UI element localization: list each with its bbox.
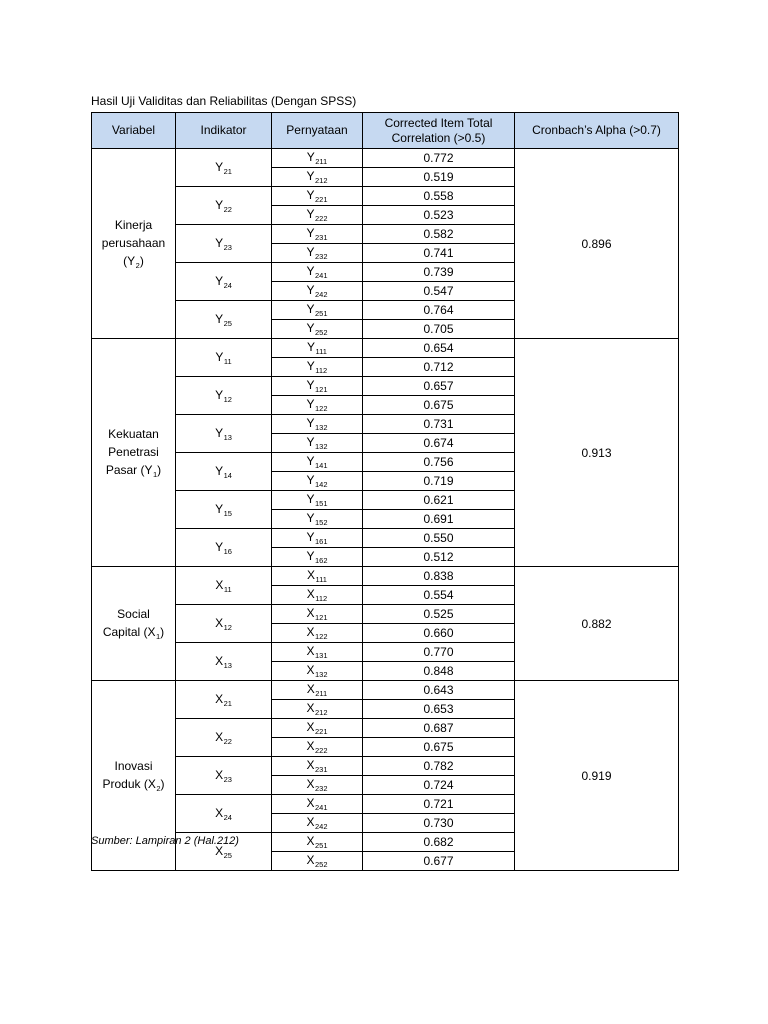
pernyataan-cell (272, 643, 363, 662)
pernyataan-label-subscript: 231 (315, 765, 328, 774)
pernyataan-cell (272, 434, 363, 453)
pernyataan-label-base: X (306, 606, 315, 620)
indikator-label-base: Y (215, 197, 224, 212)
correlation-cell: 0.687 (363, 719, 515, 738)
correlation-cell: 0.719 (363, 472, 515, 491)
header-indikator: Indikator (176, 113, 272, 149)
pernyataan-label-base: X (306, 587, 315, 601)
correlation-cell: 0.730 (363, 814, 515, 833)
pernyataan-cell (272, 529, 363, 548)
correlation-cell: 0.739 (363, 263, 515, 282)
pernyataan-label-subscript: 241 (315, 803, 328, 812)
table-row (92, 149, 679, 168)
variabel-text: Capital (X (102, 624, 156, 639)
pernyataan-label-subscript: 161 (315, 537, 328, 546)
correlation-cell: 0.705 (363, 320, 515, 339)
pernyataan-cell (272, 187, 363, 206)
pernyataan-cell (272, 320, 363, 339)
table-row (92, 339, 679, 358)
correlation-cell: 0.643 (363, 681, 515, 700)
correlation-cell: 0.741 (363, 244, 515, 263)
indikator-cell (176, 377, 272, 415)
correlation-cell: 0.654 (363, 339, 515, 358)
variabel-line (95, 216, 172, 234)
pernyataan-label-subscript: 251 (315, 841, 328, 850)
variabel-cell (92, 567, 176, 681)
pernyataan-label-base: X (306, 796, 315, 810)
indikator-cell (176, 415, 272, 453)
indikator-label-base: X (215, 729, 224, 744)
pernyataan-label-subscript: 152 (315, 518, 328, 527)
pernyataan-label-base: X (306, 739, 315, 753)
pernyataan-label-base: Y (306, 150, 315, 164)
indikator-cell (176, 263, 272, 301)
indikator-label-subscript: 13 (223, 432, 232, 442)
validity-reliability-table (91, 112, 679, 871)
variabel-text: Kekuatan (108, 426, 159, 441)
correlation-cell: 0.582 (363, 225, 515, 244)
pernyataan-label-base: Y (306, 207, 315, 221)
correlation-cell: 0.712 (363, 358, 515, 377)
pernyataan-cell (272, 700, 363, 719)
pernyataan-label-subscript: 211 (315, 689, 328, 698)
indikator-cell (176, 225, 272, 263)
indikator-label-subscript: 15 (223, 508, 232, 518)
pernyataan-label-subscript: 112 (315, 594, 328, 603)
indikator-label-base: Y (215, 463, 224, 478)
variabel-text-tail: ) (160, 624, 165, 639)
pernyataan-label-subscript: 212 (315, 708, 328, 717)
indikator-cell (176, 491, 272, 529)
pernyataan-label-base: Y (306, 511, 315, 525)
pernyataan-cell (272, 225, 363, 244)
variabel-text: Kinerja (114, 217, 153, 232)
indikator-label-base: X (215, 615, 224, 630)
indikator-label-base: X (215, 653, 224, 668)
pernyataan-cell (272, 263, 363, 282)
indikator-cell (176, 339, 272, 377)
variabel-line (95, 425, 172, 443)
variabel-subscript: 1 (153, 469, 158, 479)
correlation-cell: 0.512 (363, 548, 515, 567)
indikator-cell (176, 301, 272, 339)
indikator-label-base: X (215, 767, 224, 782)
indikator-cell (176, 453, 272, 491)
pernyataan-cell (272, 244, 363, 263)
pernyataan-label-base: Y (306, 473, 315, 487)
indikator-label-base: Y (215, 539, 224, 554)
variabel-line (95, 775, 172, 795)
pernyataan-label-base: X (306, 834, 315, 848)
indikator-label-subscript: 25 (223, 850, 232, 860)
indikator-label-base: Y (215, 349, 224, 364)
indikator-cell (176, 187, 272, 225)
pernyataan-label-base: X (306, 815, 315, 829)
pernyataan-cell (272, 415, 363, 434)
table-header (92, 113, 679, 149)
pernyataan-label-base: Y (306, 359, 315, 373)
correlation-cell: 0.550 (363, 529, 515, 548)
correlation-cell: 0.772 (363, 149, 515, 168)
pernyataan-label-subscript: 151 (315, 499, 328, 508)
indikator-label-subscript: 25 (223, 318, 232, 328)
pernyataan-cell (272, 168, 363, 187)
pernyataan-label-base: Y (306, 454, 315, 468)
correlation-cell: 0.558 (363, 187, 515, 206)
indikator-label-base: X (215, 577, 224, 592)
correlation-cell: 0.675 (363, 738, 515, 757)
pernyataan-label-subscript: 241 (315, 271, 328, 280)
table-row (92, 567, 679, 586)
table-row (92, 681, 679, 700)
variabel-text-tail: ) (157, 462, 162, 477)
variabel-line (95, 623, 172, 643)
pernyataan-label-base: Y (306, 321, 315, 335)
variabel-cell (92, 339, 176, 567)
pernyataan-label-subscript: 141 (315, 461, 328, 470)
indikator-label-base: Y (215, 159, 224, 174)
indikator-cell (176, 529, 272, 567)
indikator-label-subscript: 22 (223, 204, 232, 214)
pernyataan-label-subscript: 232 (315, 252, 328, 261)
indikator-label-subscript: 21 (223, 166, 232, 176)
pernyataan-label-base: Y (306, 264, 315, 278)
indikator-label-subscript: 23 (223, 242, 232, 252)
pernyataan-cell (272, 567, 363, 586)
cronbach-alpha-cell: 0.882 (515, 567, 679, 681)
pernyataan-cell (272, 776, 363, 795)
indikator-label-subscript: 12 (223, 394, 232, 404)
pernyataan-label-base: X (306, 625, 315, 639)
indikator-cell (176, 681, 272, 719)
indikator-label-subscript: 12 (223, 622, 232, 632)
indikator-cell (176, 719, 272, 757)
pernyataan-cell (272, 738, 363, 757)
pernyataan-label-subscript: 122 (315, 632, 328, 641)
pernyataan-label-base: Y (306, 302, 315, 316)
pernyataan-cell (272, 814, 363, 833)
pernyataan-label-subscript: 121 (315, 613, 328, 622)
pernyataan-cell (272, 681, 363, 700)
pernyataan-cell (272, 586, 363, 605)
indikator-label-subscript: 14 (223, 470, 232, 480)
pernyataan-cell (272, 852, 363, 871)
pernyataan-label-subscript: 242 (315, 290, 328, 299)
pernyataan-label-base: X (306, 720, 315, 734)
correlation-cell: 0.838 (363, 567, 515, 586)
pernyataan-label-subscript: 112 (315, 366, 328, 375)
cronbach-alpha-cell: 0.896 (515, 149, 679, 339)
indikator-label-subscript: 11 (223, 356, 232, 366)
pernyataan-label-subscript: 212 (315, 176, 328, 185)
correlation-cell: 0.682 (363, 833, 515, 852)
pernyataan-label-base: Y (306, 188, 315, 202)
pernyataan-label-subscript: 142 (315, 480, 328, 489)
indikator-label-base: Y (215, 501, 224, 516)
indikator-cell (176, 149, 272, 187)
pernyataan-label-base: X (306, 777, 315, 791)
header-pernyataan: Pernyataan (272, 113, 363, 149)
header-variabel: Variabel (92, 113, 176, 149)
pernyataan-label-subscript: 132 (315, 442, 328, 451)
correlation-cell: 0.675 (363, 396, 515, 415)
correlation-cell: 0.764 (363, 301, 515, 320)
pernyataan-label-base: Y (306, 549, 315, 563)
document-title: Hasil Uji Validitas dan Reliabilitas (Dengan SPSS) (91, 94, 357, 108)
variabel-line (95, 443, 172, 461)
pernyataan-label-subscript: 222 (315, 214, 328, 223)
indikator-label-base: X (215, 691, 224, 706)
pernyataan-label-subscript: 242 (315, 822, 328, 831)
variabel-line (95, 234, 172, 252)
pernyataan-label-base: Y (306, 397, 315, 411)
variabel-text: Social (117, 606, 150, 621)
pernyataan-cell (272, 396, 363, 415)
correlation-cell: 0.677 (363, 852, 515, 871)
correlation-cell: 0.519 (363, 168, 515, 187)
pernyataan-label-base: Y (306, 245, 315, 259)
indikator-label-subscript: 21 (223, 698, 232, 708)
pernyataan-cell (272, 301, 363, 320)
pernyataan-label-base: X (306, 663, 315, 677)
pernyataan-label-subscript: 222 (315, 746, 328, 755)
variabel-text: Penetrasi (108, 444, 159, 459)
indikator-label-base: Y (215, 387, 224, 402)
indikator-label-subscript: 23 (223, 774, 232, 784)
correlation-cell: 0.657 (363, 377, 515, 396)
correlation-cell: 0.691 (363, 510, 515, 529)
pernyataan-label-base: X (307, 568, 316, 582)
pernyataan-label-subscript: 121 (315, 385, 328, 394)
indikator-cell (176, 795, 272, 833)
pernyataan-label-subscript: 231 (315, 233, 328, 242)
pernyataan-cell (272, 795, 363, 814)
pernyataan-label-subscript: 221 (315, 727, 328, 736)
variabel-line (95, 461, 172, 481)
indikator-label-base: X (215, 843, 224, 858)
pernyataan-cell (272, 453, 363, 472)
pernyataan-label-subscript: 211 (315, 157, 328, 166)
table-body (92, 149, 679, 871)
correlation-cell: 0.523 (363, 206, 515, 225)
variabel-subscript: 2 (156, 783, 161, 793)
correlation-cell: 0.721 (363, 795, 515, 814)
pernyataan-label-base: X (306, 682, 315, 696)
indikator-label-base: Y (215, 425, 224, 440)
correlation-cell: 0.674 (363, 434, 515, 453)
variabel-line (95, 252, 172, 272)
variabel-cell (92, 149, 176, 339)
indikator-cell (176, 643, 272, 681)
indikator-label-base: Y (215, 273, 224, 288)
indikator-cell (176, 605, 272, 643)
correlation-cell: 0.660 (363, 624, 515, 643)
variabel-text-tail: ) (139, 253, 144, 268)
correlation-cell: 0.554 (363, 586, 515, 605)
pernyataan-cell (272, 719, 363, 738)
variabel-line (95, 757, 172, 775)
indikator-cell (176, 567, 272, 605)
correlation-cell: 0.724 (363, 776, 515, 795)
correlation-cell: 0.621 (363, 491, 515, 510)
pernyataan-cell (272, 377, 363, 396)
pernyataan-label-subscript: 111 (315, 575, 327, 584)
pernyataan-label-base: X (306, 853, 315, 867)
correlation-cell: 0.731 (363, 415, 515, 434)
pernyataan-label-base: X (306, 758, 315, 772)
source-note: Sumber: Lampiran 2 (Hal.212) (91, 835, 239, 847)
pernyataan-label-base: Y (306, 378, 315, 392)
pernyataan-label-subscript: 111 (315, 347, 327, 356)
variabel-line (95, 605, 172, 623)
variabel-text: Produk (X (102, 776, 156, 791)
pernyataan-label-base: Y (306, 416, 315, 430)
indikator-label-subscript: 16 (223, 546, 232, 556)
pernyataan-cell (272, 339, 363, 358)
indikator-label-subscript: 11 (223, 584, 232, 594)
pernyataan-label-base: Y (307, 340, 316, 354)
header-cronbachs-alpha: Cronbach’s Alpha (>0.7) (515, 113, 679, 149)
header-row (92, 113, 679, 149)
indikator-label-subscript: 24 (223, 280, 232, 290)
pernyataan-cell (272, 662, 363, 681)
pernyataan-cell (272, 149, 363, 168)
pernyataan-cell (272, 833, 363, 852)
pernyataan-label-subscript: 132 (315, 670, 328, 679)
indikator-label-subscript: 13 (223, 660, 232, 670)
pernyataan-cell (272, 491, 363, 510)
header-corrected-item-total-correlation: Corrected Item Total Correlation (>0.5) (363, 113, 515, 149)
pernyataan-label-subscript: 252 (315, 860, 328, 869)
pernyataan-cell (272, 472, 363, 491)
indikator-label-subscript: 24 (223, 812, 232, 822)
variabel-text: perusahaan (101, 235, 166, 250)
indikator-label-base: Y (215, 235, 224, 250)
indikator-label-base: X (215, 805, 224, 820)
cronbach-alpha-cell: 0.913 (515, 339, 679, 567)
pernyataan-label-subscript: 221 (315, 195, 328, 204)
pernyataan-label-base: Y (306, 169, 315, 183)
pernyataan-label-base: Y (306, 435, 315, 449)
correlation-cell: 0.756 (363, 453, 515, 472)
correlation-cell: 0.782 (363, 757, 515, 776)
pernyataan-cell (272, 605, 363, 624)
pernyataan-label-base: Y (306, 226, 315, 240)
pernyataan-label-subscript: 131 (315, 651, 328, 660)
variabel-text-tail: ) (160, 776, 165, 791)
indikator-cell (176, 757, 272, 795)
pernyataan-label-subscript: 252 (315, 328, 328, 337)
pernyataan-label-base: X (306, 644, 315, 658)
variabel-subscript: 1 (156, 631, 161, 641)
cronbach-alpha-cell: 0.919 (515, 681, 679, 871)
correlation-cell: 0.547 (363, 282, 515, 301)
pernyataan-cell (272, 206, 363, 225)
correlation-cell: 0.525 (363, 605, 515, 624)
pernyataan-cell (272, 282, 363, 301)
indikator-label-subscript: 22 (223, 736, 232, 746)
pernyataan-cell (272, 510, 363, 529)
pernyataan-label-base: Y (306, 530, 315, 544)
pernyataan-cell (272, 757, 363, 776)
correlation-cell: 0.770 (363, 643, 515, 662)
pernyataan-label-subscript: 122 (315, 404, 328, 413)
pernyataan-label-subscript: 132 (315, 423, 328, 432)
correlation-cell: 0.653 (363, 700, 515, 719)
pernyataan-label-subscript: 232 (315, 784, 328, 793)
indikator-label-base: Y (215, 311, 224, 326)
pernyataan-cell (272, 358, 363, 377)
variabel-text: Inovasi (114, 758, 153, 773)
pernyataan-cell (272, 624, 363, 643)
pernyataan-label-base: X (306, 701, 315, 715)
pernyataan-label-base: Y (306, 283, 315, 297)
pernyataan-cell (272, 548, 363, 567)
variabel-text: Pasar (Y (105, 462, 153, 477)
variabel-subscript: 2 (135, 260, 140, 270)
pernyataan-label-base: Y (306, 492, 315, 506)
correlation-cell: 0.848 (363, 662, 515, 681)
pernyataan-label-subscript: 251 (315, 309, 328, 318)
pernyataan-label-subscript: 162 (315, 556, 328, 565)
variabel-text: (Y (123, 253, 136, 268)
